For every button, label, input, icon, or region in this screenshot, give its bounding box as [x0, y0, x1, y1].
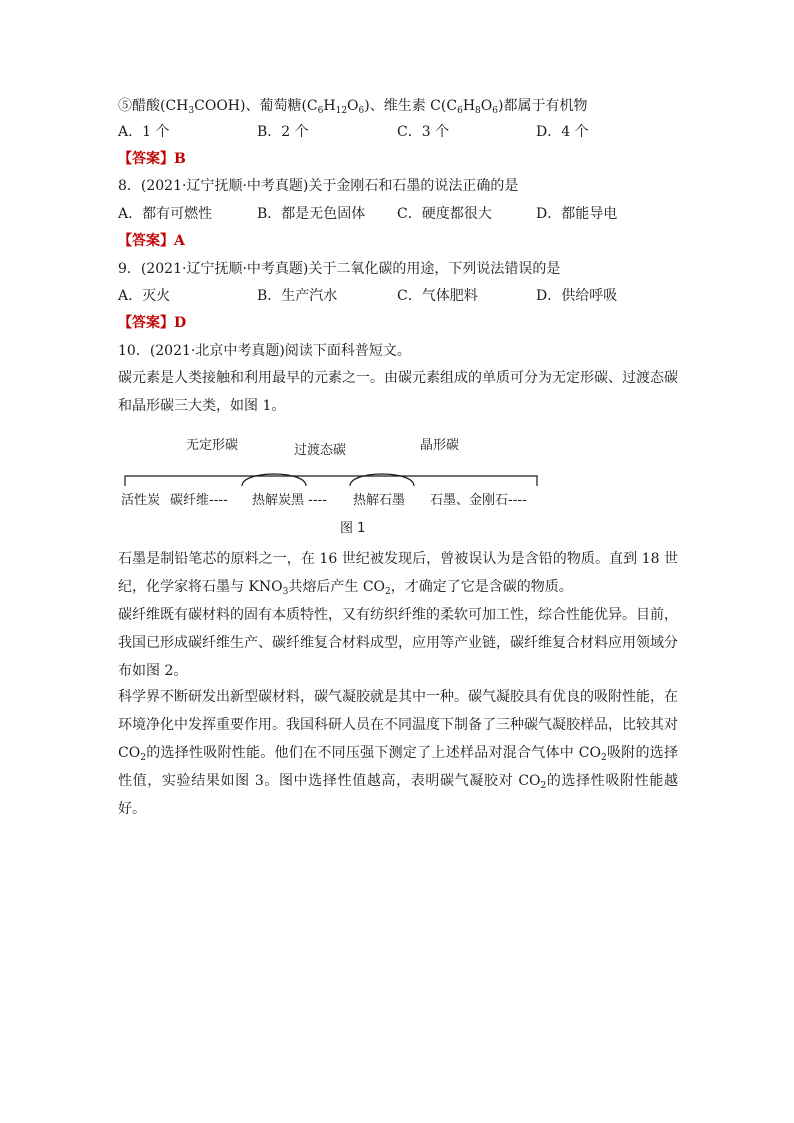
q9-option-d: D．供给呼吸	[536, 288, 618, 304]
item-activated-carbon: 活性炭	[121, 493, 161, 508]
q8-stem: 8．(2021·辽宁抚顺·中考真题)关于金刚石和石墨的说法正确的是	[118, 178, 519, 194]
q10-stem: 10．(2021·北京中考真题)阅读下面科普短文。	[118, 343, 411, 359]
q8-option-d: D．都能导电	[536, 206, 618, 222]
q7-option-c: C．3 个	[397, 124, 450, 140]
q7-option-b: B．2 个	[257, 124, 309, 140]
q10-paragraph-4: 科学界不断研发出新型碳材料，碳气凝胶就是其中一种。碳气凝胶具有优良的吸附性能，在环境净化中发挥重要作用。我国科研人员在不同温度下制备了三种碳气凝胶样品，比较其对 $CO_2$的选择性吸附性能。他们在不同压强下测定了上述样品对混合气体中 $CO_2$吸附的选择性值，实验结果如图 3。图中选择性值越高，表明碳气凝胶对 $CO_2$的选择性吸附性能越好。	[118, 689, 679, 817]
q10-paragraph-1: 碳元素是人类接触和利用最早的元素之一。由碳元素组成的单质可分为无定形碳、过渡态碳和晶形碳三大类，如图 1。	[118, 370, 678, 414]
figure-1-diagram	[118, 430, 548, 540]
q7-item-5: ⑤醋酸$(CH_3COOH)$、葡萄糖$(C_6H_{12}O_6)$、维生素 $C(C_6H_8O_6)$都属于有机物	[118, 98, 588, 116]
label-crystal-carbon: 晶形碳	[420, 438, 460, 453]
q10-paragraph-3: 碳纤维既有碳材料的固有本质特性，又有纺织纤维的柔软可加工性，综合性能优异。目前，我国已形成碳纤维生产、碳纤维复合材料成型，应用等产业链，碳纤维复合材料应用领域分布如图 2。	[118, 607, 678, 679]
q7-option-d: D．4 个	[536, 124, 589, 140]
item-carbon-fiber: 碳纤维----	[170, 493, 228, 508]
q9-option-a: A．灭火	[118, 288, 171, 304]
q7-answer: 【答案】B	[118, 151, 186, 167]
q9-stem: 9．(2021·辽宁抚顺·中考真题)关于二氧化碳的用途，下列说法错误的是	[118, 261, 561, 277]
q8-option-a: A．都有可燃性	[118, 206, 213, 222]
q9-option-b: B．生产汽水	[257, 288, 338, 304]
q8-answer: 【答案】A	[118, 233, 185, 249]
label-amorphous-carbon: 无定形碳	[186, 438, 239, 453]
q9-option-c: C．气体肥料	[397, 288, 478, 304]
q8-option-b: B．都是无色固体	[257, 206, 366, 222]
q10-paragraph-2: 石墨是制铅笔芯的原料之一，在 16 世纪被发现后，曾被误认为是含铅的物质。直到 18 世纪，化学家将石墨与 $KNO_3$共熔后产生 $CO_2$，才确定了它是含碳的物质。	[118, 551, 678, 597]
amorphous-bracket	[125, 476, 537, 486]
item-pyrolytic-carbon-black: 热解炭黑 ----	[252, 493, 327, 508]
q7-option-a: A．1 个	[118, 124, 170, 140]
q8-option-c: C．硬度都很大	[397, 206, 492, 222]
item-pyrolytic-graphite: 热解石墨	[353, 493, 406, 508]
label-transition-carbon: 过渡态碳	[294, 443, 347, 458]
figure-1-caption: 图 1	[340, 521, 366, 536]
item-graphite-diamond: 石墨、金刚石----	[430, 493, 527, 508]
q9-answer: 【答案】D	[118, 315, 187, 331]
